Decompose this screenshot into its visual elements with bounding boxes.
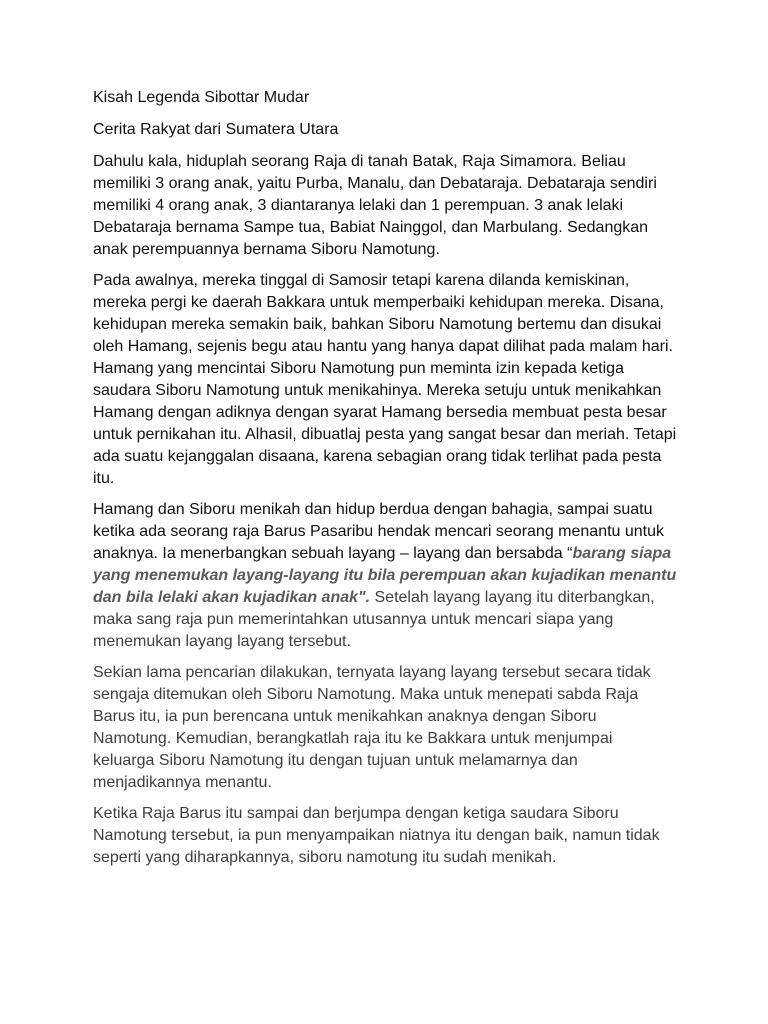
paragraph-1: Dahulu kala, hiduplah seorang Raja di tanah Batak, Raja Simamora. Beliau memiliki 3 orang anak, yaitu Purba, Manalu, dan Debataraja. Debataraja sendiri memiliki 4 orang anak, 3 diantaranya lelaki dan 1 perempuan. 3 anak lelaki Debataraja bernama Sampe tua, Babiat Nainggol, dan Marbulang. Sedangkan anak perempuannya bernama Siboru Namotung. — [93, 153, 657, 258]
document-subtitle: Cerita Rakyat dari Sumatera Utara — [93, 121, 339, 138]
paragraph-3-after: Setelah layang layang itu diterbangkan, maka sang raja pun memerintahkan utusannya untuk mencari siapa yang menemukan layang layang tersebut. — [93, 589, 655, 650]
paragraph-4: Sekian lama pencarian dilakukan, ternyata layang layang tersebut secara tidak sengaja ditemukan oleh Siboru Namotung. Maka untuk menepati sabda Raja Barus itu, ia pun berencana untuk menikahkan anaknya dengan Siboru Namotung. Kemudian, berangkatlah raja itu ke Bakkara untuk menjumpai keluarga Siboru Namotung itu dengan tujuan untuk melamarnya dan menjadikannya menantu. — [93, 664, 651, 791]
paragraph-3 — [93, 499, 678, 653]
paragraph-2: Pada awalnya, mereka tinggal di Samosir tetapi karena dilanda kemiskinan, mereka pergi ke daerah Bakkara untuk memperbaiki kehidupan mereka. Disana, kehidupan mereka semakin baik, bahkan Siboru Namotung bertemu dan disukai oleh Hamang, sejenis begu atau hantu yang hanya dapat dilihat pada malam hari. Hamang yang mencintai Siboru Namotung pun meminta izin kepada ketiga saudara Siboru Namotung untuk menikahinya. Mereka setuju untuk menikahkan Hamang dengan adiknya dengan syarat Hamang bersedia membuat pesta besar untuk pernikahan itu. Alhasil, dibuatlaj pesta yang sangat besar dan meriah. Tetapi ada suatu kejanggalan disaana, karena sebagian orang tidak terlihat pada pesta itu. — [93, 272, 677, 487]
paragraph-5: Ketika Raja Barus itu sampai dan berjumpa dengan ketiga saudara Siboru Namotung tersebut, ia pun menyampaikan niatnya itu dengan baik, namun tidak seperti yang diharapkannya, siboru namotung itu sudah menikah. — [93, 805, 660, 866]
paragraph-3-quote: barang siapa yang menemukan layang-layang itu bila perempuan akan kujadikan menantu dan bila lelaki akan kujadikan anak". — [93, 545, 677, 606]
paragraph-3-before: Hamang dan Siboru menikah dan hidup berdua dengan bahagia, sampai suatu ketika ada seorang raja Barus Pasaribu hendak mencari seorang menantu untuk anaknya. Ia menerbangkan sebuah layang – layang dan bersabda “ — [93, 501, 665, 562]
document-title: Kisah Legenda Sibottar Mudar — [93, 89, 310, 106]
